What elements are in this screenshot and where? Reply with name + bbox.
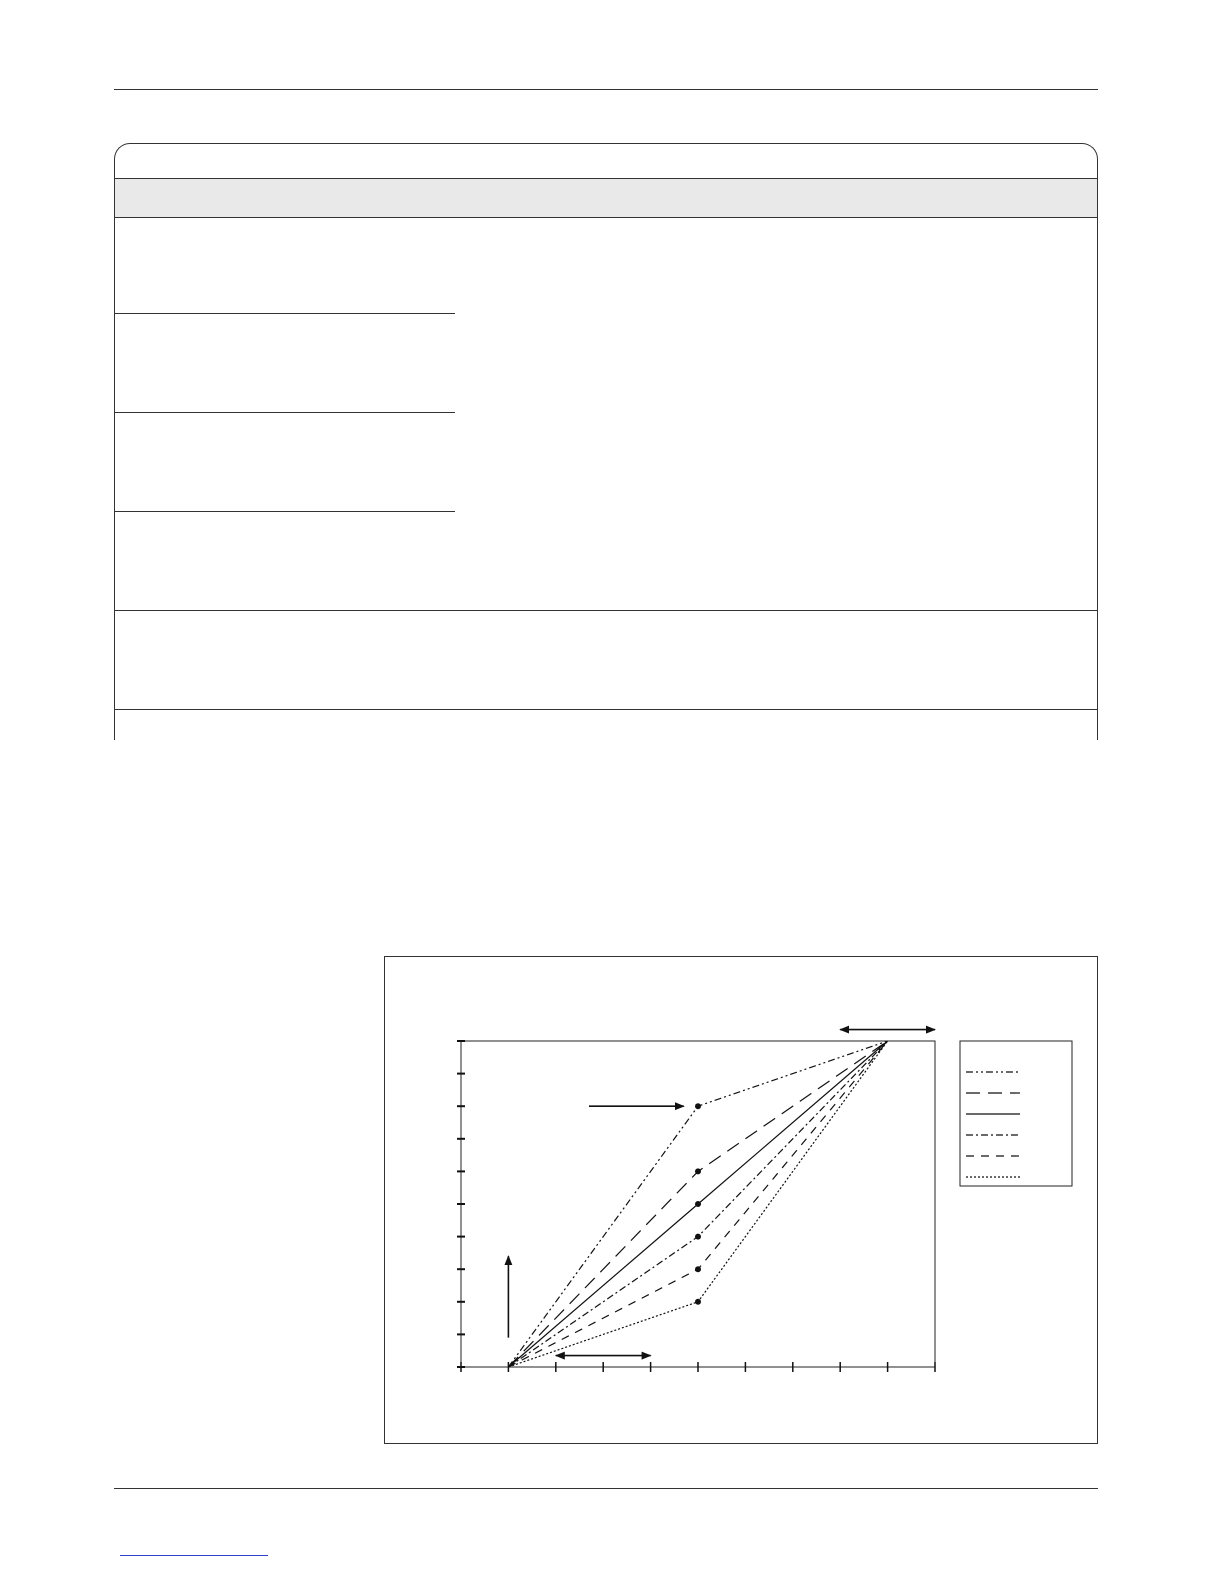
row-divider <box>115 412 455 413</box>
series-point-3 <box>695 1201 701 1207</box>
chart-frame <box>384 956 1098 1444</box>
row-divider <box>115 511 455 512</box>
settings-table <box>114 143 1098 740</box>
series-point-1 <box>695 1103 701 1109</box>
footer-link-underline[interactable] <box>120 1555 268 1556</box>
row-divider <box>115 709 1097 710</box>
row-divider <box>115 610 1097 611</box>
line-chart <box>385 957 1097 1443</box>
footer-rule <box>114 1488 1098 1489</box>
series-point-2 <box>695 1168 701 1174</box>
table-header-row <box>115 178 1097 218</box>
series-point-4 <box>695 1234 701 1240</box>
header-rule <box>114 89 1098 90</box>
series-point-5 <box>695 1266 701 1272</box>
series-point-6 <box>695 1299 701 1305</box>
row-divider <box>115 313 455 314</box>
